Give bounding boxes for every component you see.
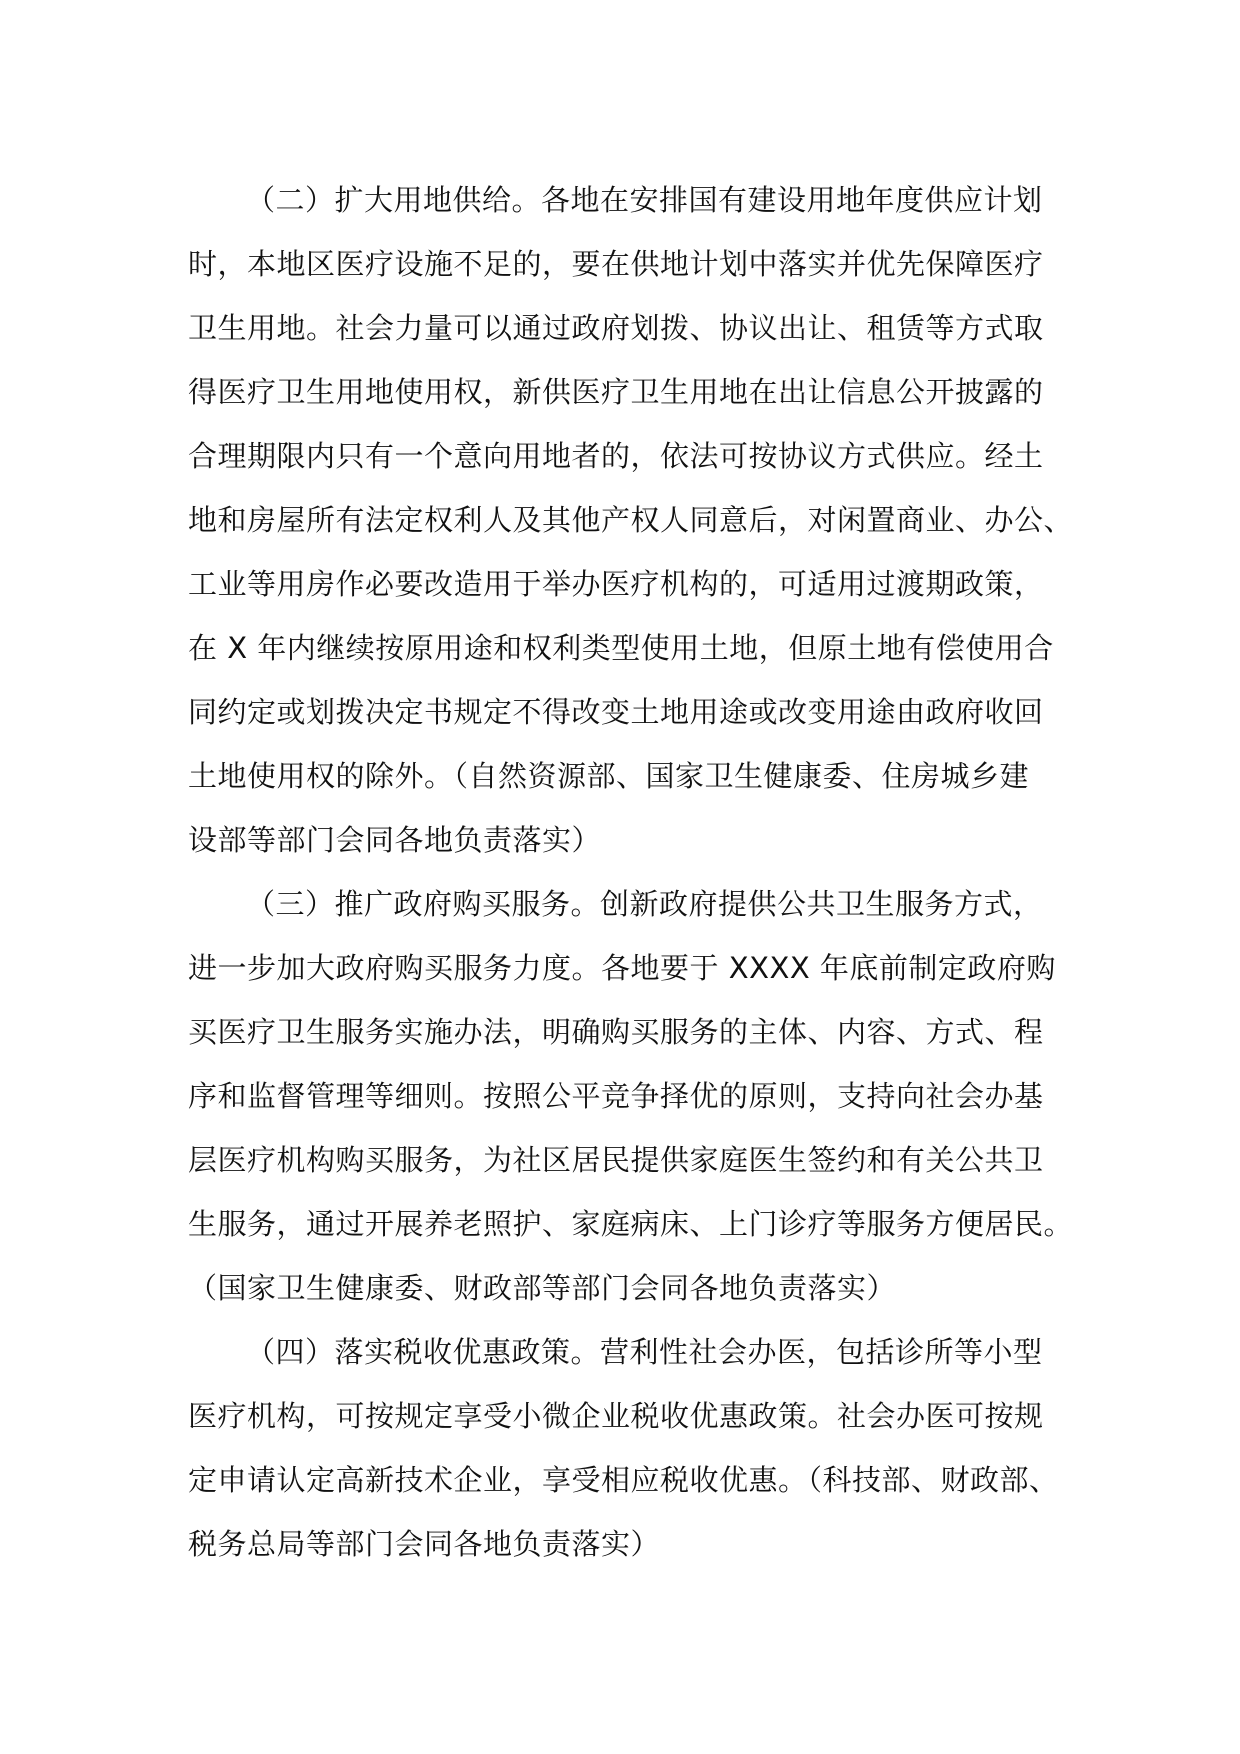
- paragraph-2-line-6: 生服务，通过开展养老照护、家庭病床、上门诊疗等服务方便居民。: [188, 1207, 1074, 1241]
- paragraph-1-line-8: 在 X 年内继续按原用途和权利类型使用土地，但原土地有偿使用合: [188, 631, 1054, 665]
- paragraph-2-line-1: （三）推广政府购买服务。创新政府提供公共卫生服务方式，: [246, 887, 1043, 921]
- paragraph-1-line-2: 时，本地区医疗设施不足的，要在供地计划中落实并优先保障医疗: [188, 247, 1044, 281]
- paragraph-1-line-10: 土地使用权的除外。（自然资源部、国家卫生健康委、住房城乡建: [188, 759, 1030, 793]
- paragraph-3-line-2: 医疗机构，可按规定享受小微企业税收优惠政策。社会办医可按规: [188, 1399, 1044, 1433]
- paragraph-1-line-5: 合理期限内只有一个意向用地者的，依法可按协议方式供应。经土: [188, 439, 1044, 473]
- paragraph-3-line-3: 定申请认定高新技术企业，享受相应税收优惠。（科技部、财政部、: [188, 1463, 1059, 1497]
- document-body: [188, 168, 1074, 1576]
- paragraph-1-line-9: 同约定或划拨决定书规定不得改变土地用途或改变用途由政府收回: [188, 695, 1044, 729]
- paragraph-3-line-1: （四）落实税收优惠政策。营利性社会办医，包括诊所等小型: [246, 1335, 1043, 1369]
- paragraph-2-line-5: 层医疗机构购买服务，为社区居民提供家庭医生签约和有关公共卫: [188, 1143, 1044, 1177]
- paragraph-2-line-2: 进一步加大政府购买服务力度。各地要于 XXXX 年底前制定政府购: [188, 951, 1056, 985]
- paragraph-2-line-4: 序和监督管理等细则。按照公平竞争择优的原则，支持向社会办基: [188, 1079, 1044, 1113]
- paragraph-1-line-1: （二）扩大用地供给。各地在安排国有建设用地年度供应计划: [246, 183, 1043, 217]
- paragraph-3-line-4: 税务总局等部门会同各地负责落实）: [188, 1527, 661, 1561]
- paragraph-1-line-7: 工业等用房作必要改造用于举办医疗机构的，可适用过渡期政策，: [188, 567, 1044, 601]
- paragraph-1-line-4: 得医疗卫生用地使用权，新供医疗卫生用地在出让信息公开披露的: [188, 375, 1044, 409]
- paragraph-1-line-11: 设部等部门会同各地负责落实）: [188, 823, 602, 857]
- paragraph-2-line-7: （国家卫生健康委、财政部等部门会同各地负责落实）: [188, 1271, 897, 1305]
- paragraph-1-line-3: 卫生用地。社会力量可以通过政府划拨、协议出让、租赁等方式取: [188, 311, 1044, 345]
- paragraph-2-line-3: 买医疗卫生服务实施办法，明确购买服务的主体、内容、方式、程: [188, 1015, 1044, 1049]
- paragraph-1-line-6: 地和房屋所有法定权利人及其他产权人同意后，对闲置商业、办公、: [188, 503, 1074, 537]
